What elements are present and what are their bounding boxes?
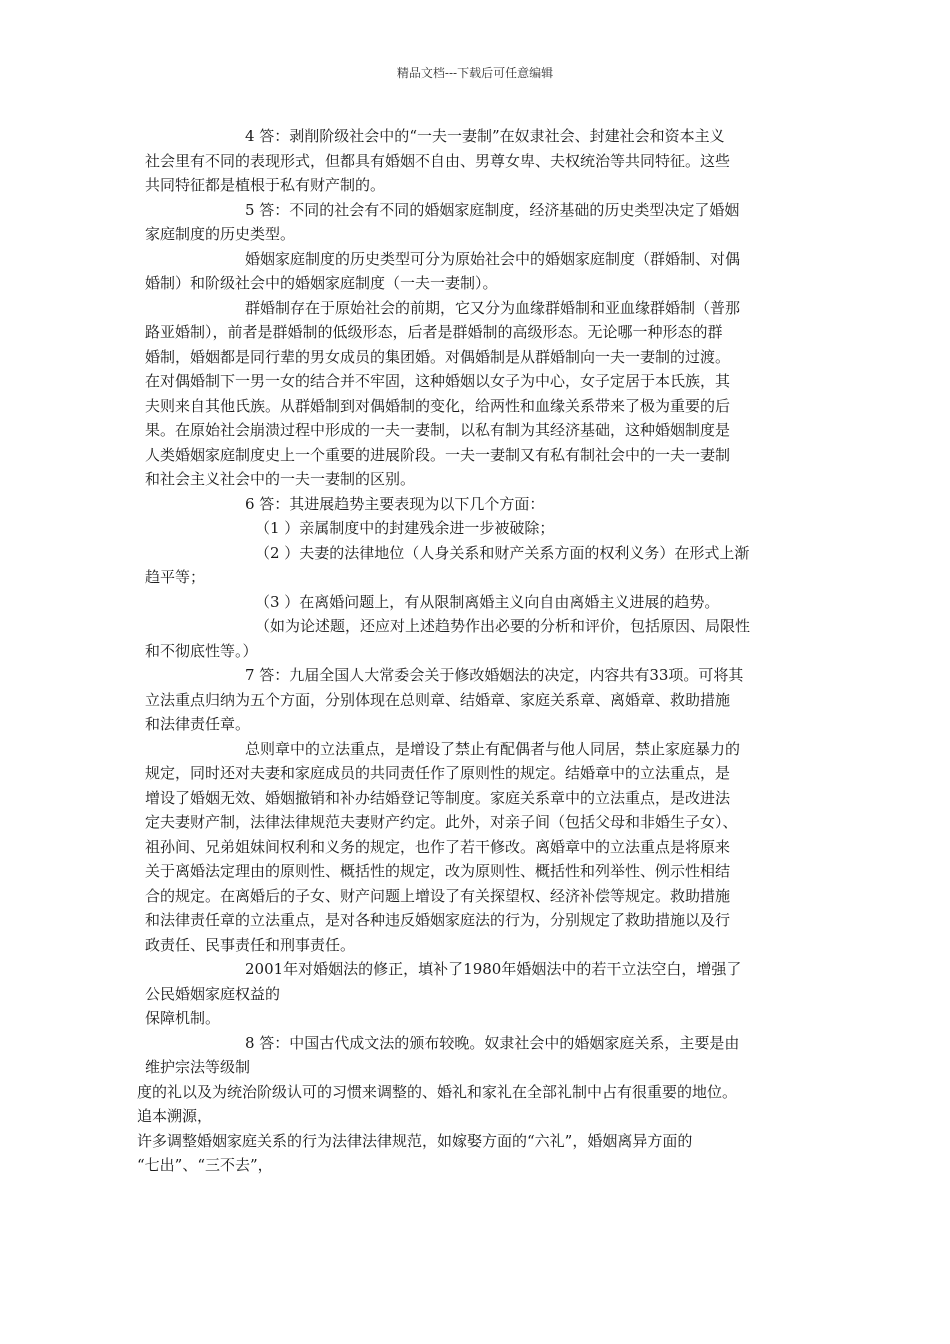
answer-5-paragraph: 5 答：不同的社会有不同的婚姻家庭制度，经济基础的历史类型决定了婚姻 家庭制度的历史类型。 xyxy=(145,200,740,243)
answer-8-paragraph: 8 答：中国古代成文法的颁布较晚。奴隶社会中的婚姻家庭关系，主要是由 维护宗法等级制 xyxy=(145,1033,740,1076)
historical-types-paragraph: 婚姻家庭制度的历史类型可分为原始社会中的婚姻家庭制度（群婚制、对偶 婚制）和阶级社会中的婚姻家庭制度（一夫一妻制）。 xyxy=(145,249,741,292)
page-header: 精品文档---下载后可任意编辑 xyxy=(396,66,554,80)
trend-item-1: （1 ）亲属制度中的封建残余进一步被破除； xyxy=(255,519,555,537)
trend-item-2: （2 ）夫妻的法律地位（人身关系和财产关系方面的权利义务）在形式上渐 趋平等； xyxy=(145,543,750,586)
essay-note-paragraph: （如为论述题，还应对上述趋势作出必要的分析和评价，包括原因、局限性 和不彻底性等。） xyxy=(145,617,751,660)
answer-6-paragraph: 6 答：其进展趋势主要表现为以下几个方面： xyxy=(245,494,545,513)
amendment-2001-continuation: 保障机制。 xyxy=(145,1009,221,1027)
trend-item-3: （3 ）在离婚问题上，有从限制离婚主义向自由离婚主义进展的趋势。 xyxy=(255,592,720,611)
answer-7-paragraph: 7 答：九届全国人大常委会关于修改婚姻法的决定，内容共有33项。可将其 立法重点归纳为五个方面，分别体现在总则章、结婚章、家庭关系章、离婚章、救助措施 和法律责任章。 xyxy=(145,666,744,733)
document-body xyxy=(137,124,810,1178)
legislative-focus-paragraph: 总则章中的立法重点，是增设了禁止有配偶者与他人同居，禁止家庭暴力的 规定，同时还对夫妻和家庭成员的共同责任作了原则性的规定。结婚章中的立法重点，是 增设了婚姻无效、婚姻撤销和补办结婚登记等制度。家庭关系章中的立法重点，是改进法 定夫妻财产制，法律法律规范夫妻财产约定。此外，对亲子间（包括父母和非婚生子女）、 祖孙间、兄弟姐妹间权利和义务的规定，也作了若干修改。离婚章中的立法重点是将原来 关于离婚法定理由的原则性、概括性的规定，改为原则性、概括性和列举性、例示性相结 合的规定。在离婚后的子女、财产问题上增设了有关探望权、经济补偿等规定。救助措施 和法律责任章的立法重点，是对各种违反婚姻家庭法的行为，分别规定了救助措施以及行 政责任、民事责任和刑事责任。 xyxy=(145,739,741,954)
answer-4-paragraph: 4 答：剥削阶级社会中的“一夫一妻制”在奴隶社会、封建社会和资本主义 社会里有不同的表现形式，但都具有婚姻不自由、男尊女卑、夫权统治等共同特征。这些 共同特征都是植根于私有财产制的。 xyxy=(145,127,731,194)
answer-8-continuation: 度的礼以及为统治阶级认可的习惯来调整的、婚礼和家礼在全部礼制中占有很重要的地位。 追本溯源， 许多调整婚姻家庭关系的行为法律法律规范，如嫁娶方面的“六礼”，婚姻离异方面的 “七出”、“三不去”， xyxy=(137,1082,738,1174)
amendment-2001-paragraph: 2001年对婚姻法的修正，填补了1980年婚姻法中的若干立法空白，增强了 公民婚姻家庭权益的 xyxy=(145,960,742,1003)
group-marriage-paragraph: 群婚制存在于原始社会的前期，它又分为血缘群婚制和亚血缘群婚制（普那 路亚婚制），前者是群婚制的低级形态，后者是群婚制的高级形态。无论哪一种形态的群 婚制，婚姻都是同行辈的男女成员的集团婚。对偶婚制是从群婚制向一夫一妻制的过渡。 在对偶婚制下一男一女的结合并不牢固，这种婚姻以女子为中心，女子定居于本氏族，其 夫则来自其他氏族。从群婚制到对偶婚制的变化，给两性和血缘关系带来了极为重要的后 果。在原始社会崩溃过程中形成的一夫一妻制，以私有制为其经济基础，这种婚姻制度是 人类婚姻家庭制度史上一个重要的进展阶段。一夫一妻制又有私有制社会中的一夫一妻制 和社会主义社会中的一夫一妻制的区别。 xyxy=(145,298,741,488)
